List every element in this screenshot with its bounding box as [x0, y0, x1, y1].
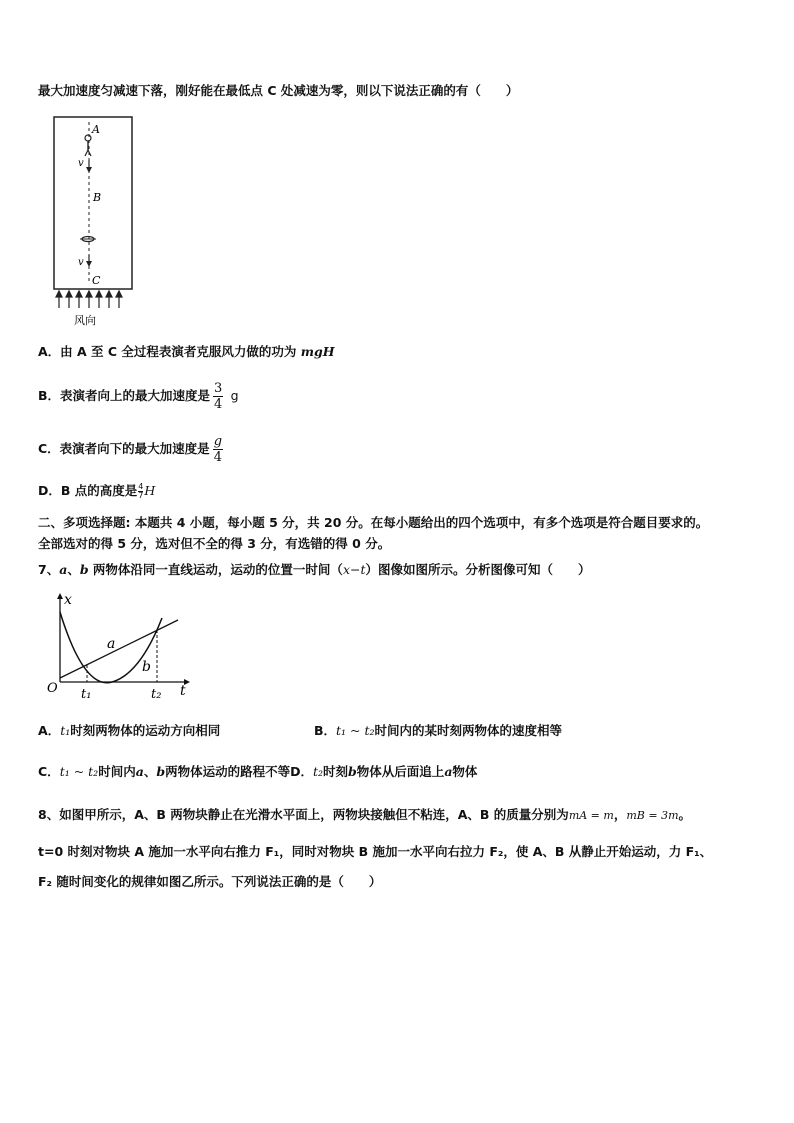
- fraction-3-4: $\frac{3}{4}$: [214, 381, 223, 412]
- section-2-scoring: 全部选对的得 5 分，选对但不全的得 3 分，有选错的得 0 分。: [38, 536, 391, 551]
- question-8-line-3: F₂ 随时间变化的规律如图乙所示。下列说法正确的是（ ）: [38, 874, 382, 889]
- origin-label: O: [47, 681, 58, 696]
- q7-option-b: B．t₁ ~ t₂时间内的某时刻两物体的速度相等: [314, 723, 563, 738]
- fig6-label-c: C: [92, 274, 101, 287]
- q6-option-b: B．表演者向上的最大加速度是 $\frac{3}{4}$ g: [38, 381, 239, 412]
- q7-option-a: A．t₁时刻两物体的运动方向相同: [38, 723, 221, 738]
- section-2-header: 二、多项选择题: 本题共 4 小题，每小题 5 分，共 20 分。在每小题给出的四个选项中，有多个选项是符合题目要求的。: [38, 515, 709, 530]
- t1-label: t₁: [81, 687, 92, 702]
- q6-option-a: A．由 A 至 C 全过程表演者克服风力做的功为 mgH: [38, 344, 335, 359]
- fig6-label-v1: v: [78, 158, 84, 169]
- xt-graph-figure: [44, 590, 194, 702]
- line-a-label: a: [107, 636, 116, 652]
- fig6-label-v2: v: [78, 257, 84, 268]
- fig6-label-b: B: [93, 191, 102, 204]
- question-6-intro: 最大加速度匀减速下落，刚好能在最低点 C 处减速为零，则以下说法正确的有（ ）: [38, 83, 519, 98]
- fig6-label-a: A: [92, 123, 100, 136]
- question-7-stem: 7、a、b 两物体沿同一直线运动，运动的位置一时间（x−t）图像如图所示。分析图像可知（ ）: [38, 562, 591, 577]
- q6-option-c: C．表演者向下的最大加速度是 $\frac{g}{4}$: [38, 434, 223, 465]
- wind-direction-label: 风向: [74, 314, 96, 327]
- wind-tunnel-figure: [36, 112, 136, 327]
- q7-option-c-d: C．t₁ ~ t₂时间内a、b两物体运动的路程不等D．t₂时刻b物体从后面追上a物体: [38, 764, 478, 779]
- curve-b-label: b: [142, 659, 151, 675]
- axis-x-label: x: [64, 592, 72, 608]
- fraction-g-4: $\frac{g}{4}$: [213, 434, 223, 465]
- question-8-line-1: 8、如图甲所示，A、B 两物块静止在光滑水平面上，两物块接触但不粘连，A、B 的质量分别为mA = m，mB = 3m。: [38, 807, 692, 822]
- axis-t-label: t: [180, 683, 186, 699]
- fraction-4-7: $\frac{4}{7}$: [138, 482, 144, 500]
- t2-label: t₂: [151, 687, 162, 702]
- q6-option-d: D．B 点的高度是 $\frac{4}{7}$ H: [38, 482, 156, 500]
- question-8-line-2: t=0 时刻对物块 A 施加一水平向右推力 F₁，同时对物块 B 施加一水平向右拉力 F₂，使 A、B 从静止开始运动，力 F₁、: [38, 844, 713, 859]
